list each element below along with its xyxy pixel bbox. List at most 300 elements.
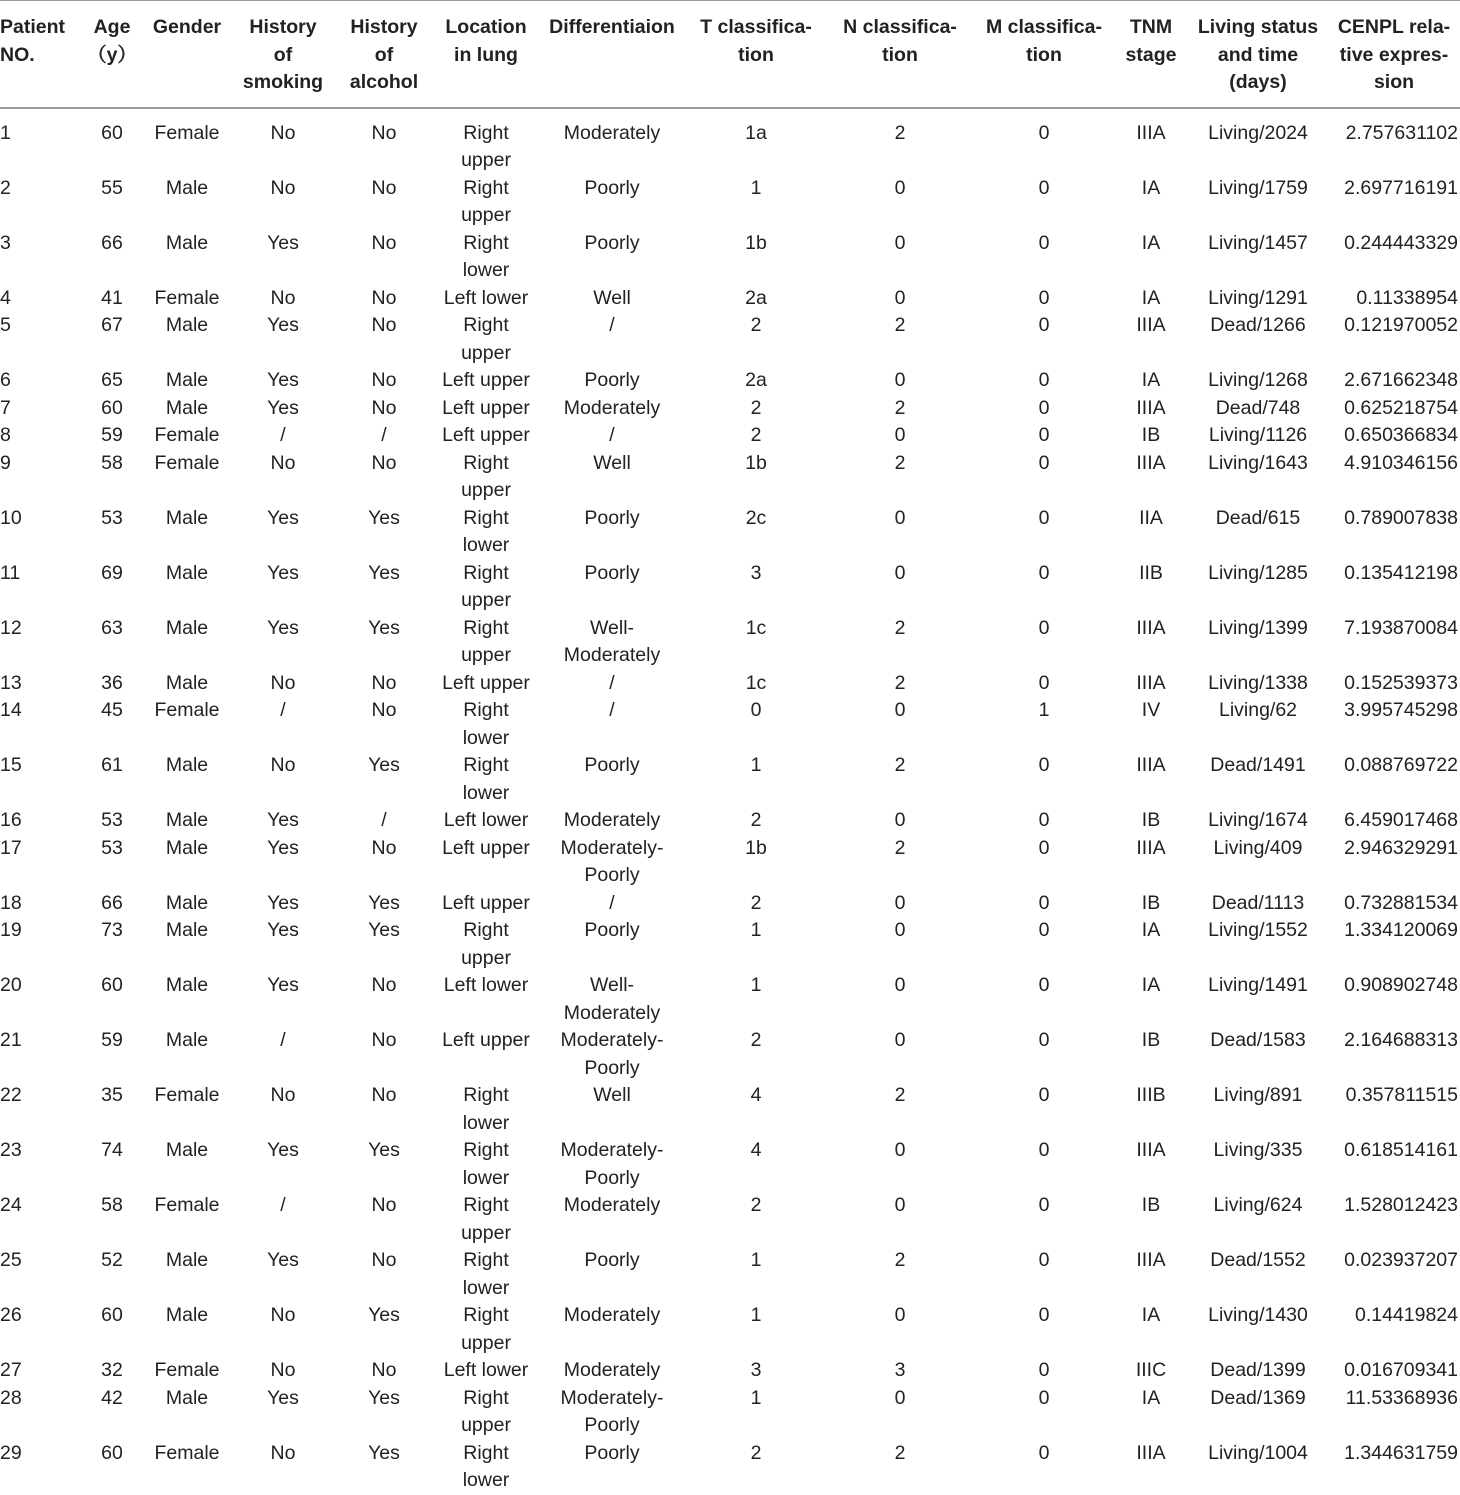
cell-cenpl-expression: 0.357811515 — [1345, 1084, 1458, 1106]
cell-tnm-stage: IIA — [1139, 506, 1163, 529]
cell-tnm-stage: IIIA — [1136, 1441, 1166, 1464]
cell-living-status: Living/1268 — [1208, 369, 1308, 391]
cell-cenpl-expression: 0.135412198 — [1344, 561, 1458, 584]
cell-age: 52 — [101, 1249, 123, 1271]
cell-gender: Male — [165, 314, 209, 336]
cell-tnm-stage: IA — [1141, 919, 1161, 941]
table-row — [0, 670, 1460, 698]
cell-patient-no: 25 — [0, 1249, 22, 1271]
cell-location: Right upper — [461, 1386, 511, 1436]
cell-t-class: 3 — [750, 1359, 762, 1381]
cell-location: Right lower — [462, 754, 510, 804]
cell-tnm-stage: IA — [1141, 231, 1161, 254]
cell-location: Right lower — [462, 699, 510, 749]
cell-age: 55 — [101, 176, 123, 199]
cell-age: 60 — [101, 974, 123, 996]
cell-patient-no: 19 — [0, 919, 22, 941]
cell-m-class: 0 — [1038, 1029, 1050, 1051]
cell-alcohol: No — [371, 1084, 397, 1106]
cell-m-class: 0 — [1038, 616, 1050, 639]
cell-differentiation: Poorly — [584, 176, 640, 199]
cell-m-class: 0 — [1038, 286, 1050, 309]
cell-gender: Male — [165, 231, 209, 254]
cell-n-class: 0 — [894, 1304, 906, 1326]
cell-patient-no: 13 — [0, 671, 22, 694]
cell-living-status: Dead/1369 — [1210, 1386, 1306, 1409]
cell-living-status: Living/1285 — [1208, 561, 1308, 584]
cell-patient-no: 9 — [0, 451, 11, 474]
cell-tnm-stage: IIIA — [1136, 396, 1166, 419]
cell-location: Right lower — [462, 1249, 510, 1299]
cell-differentiation: / — [609, 699, 615, 721]
cell-living-status: Living/1491 — [1208, 974, 1308, 996]
table-row — [0, 450, 1460, 505]
cell-m-class: 0 — [1038, 369, 1050, 391]
cell-alcohol: Yes — [368, 1386, 400, 1409]
cell-patient-no: 26 — [0, 1304, 22, 1326]
cell-age: 69 — [101, 561, 123, 584]
cell-m-class: 0 — [1038, 231, 1050, 254]
cell-patient-no: 15 — [0, 754, 22, 776]
cell-alcohol: No — [371, 121, 397, 144]
cell-location: Right upper — [461, 616, 511, 666]
cell-t-class: 1b — [745, 231, 767, 254]
cell-smoking: Yes — [267, 506, 299, 529]
cell-gender: Male — [165, 919, 209, 941]
cell-tnm-stage: IA — [1141, 1386, 1161, 1409]
cell-tnm-stage: IB — [1141, 424, 1161, 446]
cell-location: Left lower — [443, 286, 529, 309]
cell-cenpl-expression: 2.946329291 — [1344, 836, 1458, 859]
cell-alcohol: No — [371, 369, 397, 391]
cell-location: Right lower — [462, 1139, 510, 1189]
cell-m-class: 0 — [1038, 176, 1050, 199]
cell-smoking: No — [270, 176, 296, 199]
header-alcohol: History of alcohol — [334, 1, 434, 108]
cell-n-class: 0 — [894, 809, 906, 831]
cell-alcohol: No — [371, 671, 397, 694]
cell-t-class: 2 — [750, 314, 762, 336]
cell-patient-no: 21 — [0, 1029, 22, 1051]
cell-n-class: 0 — [894, 1029, 906, 1051]
cell-differentiation: Moderately- Poorly — [560, 1029, 664, 1079]
cell-n-class: 0 — [894, 1194, 906, 1216]
cell-location: Left lower — [443, 974, 529, 996]
cell-t-class: 1 — [750, 1304, 762, 1326]
cell-cenpl-expression: 2.164688313 — [1344, 1029, 1458, 1051]
cell-differentiation: Poorly — [584, 506, 640, 529]
cell-n-class: 3 — [894, 1359, 906, 1381]
cell-tnm-stage: IA — [1141, 176, 1161, 199]
cell-differentiation: Poorly — [584, 231, 640, 254]
header-spacer — [0, 108, 1460, 120]
cell-smoking: Yes — [267, 891, 299, 914]
cell-smoking: Yes — [267, 396, 299, 419]
cell-alcohol: No — [371, 1359, 397, 1381]
cell-cenpl-expression: 6.459017468 — [1344, 809, 1458, 831]
cell-alcohol: Yes — [368, 919, 400, 941]
cell-smoking: Yes — [267, 1139, 299, 1161]
cell-differentiation: / — [609, 424, 615, 446]
cell-living-status: Dead/615 — [1215, 506, 1301, 529]
cell-alcohol: No — [371, 231, 397, 254]
cell-living-status: Living/1552 — [1208, 919, 1308, 941]
cell-t-class: 2 — [750, 424, 762, 446]
cell-m-class: 0 — [1038, 1359, 1050, 1381]
cell-differentiation: Poorly — [584, 1249, 640, 1271]
cell-living-status: Dead/1583 — [1210, 1029, 1306, 1051]
table-row — [0, 395, 1460, 423]
cell-location: Right lower — [462, 1084, 510, 1134]
cell-differentiation: Moderately- Poorly — [560, 836, 664, 886]
cell-differentiation: Moderately — [563, 1359, 661, 1381]
cell-living-status: Dead/1399 — [1210, 1359, 1306, 1381]
cell-alcohol: No — [371, 974, 397, 996]
cell-patient-no: 20 — [0, 974, 22, 996]
cell-location: Left upper — [442, 836, 530, 859]
cell-patient-no: 3 — [0, 231, 11, 254]
cell-smoking: No — [270, 1084, 296, 1106]
header-living-status: Living status and time (days) — [1188, 1, 1328, 108]
cell-cenpl-expression: 0.152539373 — [1344, 671, 1458, 694]
cell-gender: Male — [165, 974, 209, 996]
cell-location: Left upper — [442, 396, 530, 419]
cell-age: 73 — [101, 919, 123, 941]
header-cenpl-expression: CENPL rela- tive expres- sion — [1328, 1, 1460, 108]
cell-alcohol: Yes — [368, 1441, 400, 1464]
cell-n-class: 2 — [894, 1441, 906, 1464]
cell-t-class: 1c — [745, 616, 767, 639]
cell-differentiation: Moderately — [563, 809, 661, 831]
cell-age: 59 — [101, 424, 123, 446]
cell-cenpl-expression: 0.121970052 — [1344, 314, 1458, 336]
header-m-class: M classifica- tion — [974, 1, 1114, 108]
cell-location: Left upper — [442, 424, 530, 446]
cell-m-class: 0 — [1038, 671, 1050, 694]
cell-gender: Male — [165, 561, 209, 584]
cell-gender: Male — [165, 809, 209, 831]
cell-smoking: No — [270, 1441, 296, 1464]
cell-location: Right upper — [461, 1304, 511, 1354]
cell-gender: Male — [165, 1139, 209, 1161]
cell-age: 58 — [101, 451, 123, 474]
cell-location: Right upper — [461, 176, 511, 226]
cell-m-class: 0 — [1038, 424, 1050, 446]
cell-smoking: Yes — [267, 1386, 299, 1409]
cell-living-status: Living/891 — [1213, 1084, 1303, 1106]
cell-smoking: No — [270, 754, 296, 776]
cell-age: 67 — [101, 314, 123, 336]
cell-location: Left upper — [442, 891, 530, 914]
cell-differentiation: Poorly — [584, 1441, 640, 1464]
cell-tnm-stage: IIIB — [1136, 1084, 1166, 1106]
table-row — [0, 917, 1460, 972]
cell-tnm-stage: IIIA — [1136, 754, 1166, 776]
cell-smoking: Yes — [267, 809, 299, 831]
cell-t-class: 1b — [745, 451, 767, 474]
cell-location: Right upper — [461, 561, 511, 611]
table-row — [0, 1357, 1460, 1385]
cell-differentiation: Poorly — [584, 754, 640, 776]
table-row — [0, 312, 1460, 367]
cell-cenpl-expression: 2.757631102 — [1345, 121, 1458, 144]
cell-smoking: No — [270, 121, 296, 144]
cell-cenpl-expression: 11.53368936 — [1345, 1386, 1458, 1409]
table-row — [0, 697, 1460, 752]
cell-cenpl-expression: 0.625218754 — [1344, 396, 1458, 419]
cell-differentiation: / — [609, 891, 615, 914]
cell-cenpl-expression: 0.789007838 — [1344, 506, 1458, 529]
cell-tnm-stage: IIIA — [1136, 1139, 1166, 1161]
cell-age: 36 — [101, 671, 123, 694]
cell-living-status: Living/335 — [1213, 1139, 1303, 1161]
cell-alcohol: Yes — [368, 561, 400, 584]
cell-alcohol: Yes — [368, 506, 400, 529]
cell-smoking: No — [270, 451, 296, 474]
cell-tnm-stage: IA — [1141, 286, 1161, 309]
table-row — [0, 615, 1460, 670]
cell-smoking: / — [280, 699, 286, 721]
cell-tnm-stage: IIIA — [1136, 671, 1166, 694]
cell-age: 32 — [101, 1359, 123, 1381]
cell-m-class: 0 — [1038, 1304, 1050, 1326]
table-row — [0, 835, 1460, 890]
cell-t-class: 1b — [745, 836, 767, 859]
cell-cenpl-expression: 0.088769722 — [1344, 754, 1458, 776]
cell-m-class: 0 — [1038, 506, 1050, 529]
cell-tnm-stage: IIB — [1139, 561, 1163, 584]
cell-cenpl-expression: 2.697716191 — [1344, 176, 1458, 199]
cell-smoking: Yes — [267, 974, 299, 996]
cell-gender: Female — [154, 699, 220, 721]
cell-location: Right upper — [461, 919, 511, 969]
cell-smoking: / — [280, 1029, 286, 1051]
cell-age: 42 — [101, 1386, 123, 1409]
cell-m-class: 0 — [1038, 754, 1050, 776]
cell-cenpl-expression: 0.016709341 — [1344, 1359, 1458, 1381]
cell-cenpl-expression: 1.344631759 — [1344, 1441, 1458, 1464]
table-row — [0, 367, 1460, 395]
cell-gender: Male — [165, 369, 209, 391]
cell-location: Right upper — [461, 451, 511, 501]
cell-alcohol: No — [371, 1194, 397, 1216]
cell-cenpl-expression: 0.11338954 — [1356, 286, 1458, 309]
header-tnm-stage: TNM stage — [1114, 1, 1188, 108]
cell-age: 61 — [101, 754, 123, 776]
cell-alcohol: Yes — [368, 1139, 400, 1161]
cell-gender: Male — [165, 506, 209, 529]
cell-patient-no: 5 — [0, 314, 11, 336]
cell-t-class: 2 — [750, 1029, 762, 1051]
table-row — [0, 120, 1460, 175]
cell-n-class: 0 — [894, 974, 906, 996]
cell-tnm-stage: IIIA — [1136, 451, 1166, 474]
cell-patient-no: 4 — [0, 286, 11, 309]
cell-differentiation: Well — [593, 1084, 631, 1106]
cell-age: 65 — [101, 369, 123, 391]
header-smoking: History of smoking — [232, 1, 334, 108]
table-row — [0, 285, 1460, 313]
cell-t-class: 1 — [750, 919, 762, 941]
table-row — [0, 175, 1460, 230]
cell-t-class: 2 — [750, 809, 762, 831]
cell-t-class: 1a — [745, 121, 767, 144]
table-row — [0, 230, 1460, 285]
cell-cenpl-expression: 4.910346156 — [1344, 451, 1458, 474]
cell-patient-no: 6 — [0, 369, 11, 391]
header-t-class: T classifica- tion — [686, 1, 826, 108]
cell-t-class: 2 — [750, 396, 762, 419]
cell-tnm-stage: IIIC — [1135, 1359, 1167, 1381]
cell-m-class: 0 — [1038, 1139, 1050, 1161]
cell-tnm-stage: IIIA — [1136, 1249, 1166, 1271]
cell-alcohol: No — [371, 314, 397, 336]
cell-n-class: 2 — [894, 396, 906, 419]
cell-cenpl-expression: 0.14419824 — [1354, 1304, 1458, 1326]
cell-patient-no: 28 — [0, 1386, 22, 1409]
cell-location: Left upper — [442, 1029, 530, 1051]
cell-location: Right lower — [462, 506, 510, 556]
cell-gender: Female — [154, 1441, 220, 1464]
cell-tnm-stage: IA — [1141, 369, 1161, 391]
cell-gender: Male — [165, 836, 209, 859]
cell-living-status: Living/1759 — [1208, 176, 1308, 199]
cell-cenpl-expression: 1.334120069 — [1344, 919, 1458, 941]
cell-alcohol: No — [371, 286, 397, 309]
cell-age: 60 — [101, 396, 123, 419]
cell-cenpl-expression: 0.908902748 — [1344, 974, 1458, 996]
cell-alcohol: Yes — [368, 754, 400, 776]
cell-n-class: 0 — [894, 424, 906, 446]
cell-gender: Male — [165, 671, 209, 694]
header-age: Age （y） — [82, 1, 142, 108]
cell-n-class: 2 — [894, 1249, 906, 1271]
cell-age: 53 — [101, 809, 123, 831]
cell-patient-no: 11 — [0, 561, 21, 584]
cell-m-class: 0 — [1038, 1386, 1050, 1409]
header-gender: Gender — [142, 1, 232, 108]
cell-gender: Male — [165, 754, 209, 776]
cell-living-status: Living/1430 — [1208, 1304, 1308, 1326]
cell-gender: Male — [165, 1386, 209, 1409]
cell-gender: Female — [154, 424, 220, 446]
cell-smoking: Yes — [267, 314, 299, 336]
cell-n-class: 0 — [894, 369, 906, 391]
table-row — [0, 505, 1460, 560]
cell-tnm-stage: IA — [1141, 1304, 1161, 1326]
cell-gender: Female — [154, 286, 220, 309]
cell-age: 74 — [101, 1139, 123, 1161]
cell-n-class: 2 — [894, 754, 906, 776]
cell-gender: Male — [165, 396, 209, 419]
cell-differentiation: / — [609, 314, 615, 336]
cell-m-class: 0 — [1038, 1194, 1050, 1216]
cell-alcohol: / — [381, 424, 387, 446]
cell-differentiation: Well — [593, 286, 631, 309]
cell-t-class: 4 — [750, 1139, 762, 1161]
cell-m-class: 0 — [1038, 891, 1050, 914]
cell-n-class: 0 — [894, 176, 906, 199]
cell-location: Left upper — [442, 369, 530, 391]
cell-gender: Male — [165, 1029, 209, 1051]
cell-age: 53 — [101, 836, 123, 859]
cell-n-class: 0 — [894, 891, 906, 914]
table-row — [0, 560, 1460, 615]
cell-differentiation: Moderately — [563, 1194, 661, 1216]
cell-age: 60 — [101, 1441, 123, 1464]
cell-living-status: Dead/1552 — [1210, 1249, 1306, 1271]
cell-age: 59 — [101, 1029, 123, 1051]
cell-alcohol: Yes — [368, 891, 400, 914]
cell-n-class: 2 — [894, 671, 906, 694]
table-row — [0, 807, 1460, 835]
cell-tnm-stage: IV — [1141, 699, 1161, 721]
cell-location: Right upper — [461, 314, 511, 364]
cell-alcohol: No — [371, 699, 397, 721]
header-differentiation: Differentiaion — [538, 1, 686, 108]
cell-living-status: Living/409 — [1213, 836, 1303, 859]
cell-n-class: 2 — [894, 836, 906, 859]
cell-n-class: 2 — [894, 616, 906, 639]
table-row — [0, 752, 1460, 807]
cell-age: 60 — [101, 121, 123, 144]
cell-living-status: Dead/1491 — [1210, 754, 1306, 776]
cell-n-class: 0 — [894, 1386, 906, 1409]
cell-gender: Female — [154, 1194, 220, 1216]
cell-patient-no: 8 — [0, 424, 11, 446]
cell-location: Left lower — [443, 1359, 529, 1381]
cell-alcohol: Yes — [368, 616, 400, 639]
cell-living-status: Living/1457 — [1208, 231, 1308, 254]
cell-n-class: 0 — [894, 506, 906, 529]
cell-gender: Female — [154, 451, 220, 474]
cell-t-class: 2c — [745, 506, 767, 529]
table-header — [0, 1, 1460, 108]
cell-living-status: Living/1291 — [1208, 286, 1308, 309]
cell-patient-no: 17 — [0, 836, 22, 859]
cell-cenpl-expression: 7.193870084 — [1344, 616, 1458, 639]
cell-location: Right upper — [461, 121, 511, 171]
cell-tnm-stage: IIIA — [1136, 314, 1166, 336]
cell-cenpl-expression: 0.732881534 — [1344, 891, 1458, 914]
cell-m-class: 0 — [1038, 1249, 1050, 1271]
cell-gender: Male — [165, 616, 209, 639]
cell-patient-no: 10 — [0, 506, 22, 529]
cell-living-status: Living/1338 — [1208, 671, 1308, 694]
cell-t-class: 1 — [750, 1386, 762, 1409]
cell-m-class: 0 — [1038, 451, 1050, 474]
cell-n-class: 0 — [894, 286, 906, 309]
cell-patient-no: 22 — [0, 1084, 22, 1106]
cell-t-class: 2a — [745, 286, 767, 309]
cell-living-status: Dead/1266 — [1210, 314, 1306, 336]
table-row — [0, 1137, 1460, 1192]
cell-cenpl-expression: 1.528012423 — [1344, 1194, 1458, 1216]
cell-tnm-stage: IB — [1141, 891, 1161, 914]
table-body — [0, 108, 1460, 1495]
cell-n-class: 0 — [894, 699, 906, 721]
table-row — [0, 1192, 1460, 1247]
cell-alcohol: No — [371, 1249, 397, 1271]
cell-n-class: 0 — [894, 231, 906, 254]
cell-smoking: No — [270, 1359, 296, 1381]
cell-location: Left upper — [442, 671, 530, 694]
cell-living-status: Living/1004 — [1208, 1441, 1308, 1464]
cell-patient-no: 1 — [0, 121, 11, 144]
cell-age: 35 — [101, 1084, 123, 1106]
cell-smoking: Yes — [267, 919, 299, 941]
cell-smoking: / — [280, 424, 286, 446]
